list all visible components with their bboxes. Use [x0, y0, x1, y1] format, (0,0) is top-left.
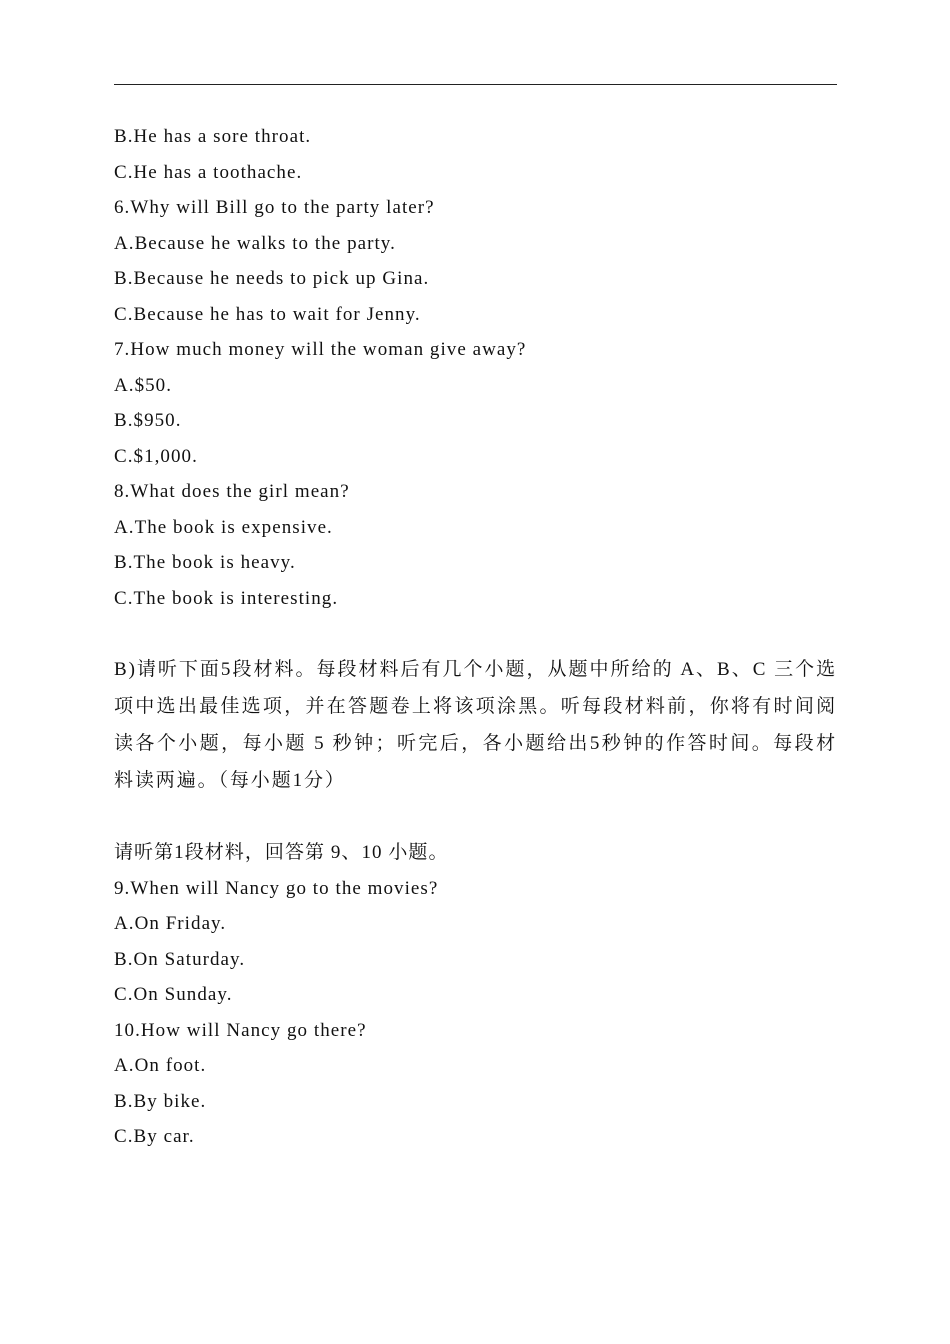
q10-option-c: C.By car.: [114, 1126, 195, 1147]
q6-option-c: C.Because he has to wait for Jenny.: [114, 303, 421, 325]
q6-question: 6.Why will Bill go to the party later?: [114, 197, 435, 218]
q9-option-b: B.On Saturday.: [114, 948, 246, 970]
part-b-instructions: B)请听下面5段材料。每段材料后有几个小题，从题中所给的 A、B、C 三个选项中选出最佳选项，并在答题卷上将该项涂黑。听每段材料前，你将有时间阅读各个小题，每小题 5 秒钟；听完后，各小题给出5秒钟的作答时间。每段材料读两遍。（每小题1分）: [114, 659, 837, 791]
q9-option-c: C.On Sunday.: [114, 984, 233, 1005]
q7-option-b: B.$950.: [114, 410, 182, 431]
header-rule: [114, 84, 837, 85]
q9-question: 9.When will Nancy go to the movies?: [114, 877, 439, 899]
q5-option-c: C.He has a toothache.: [114, 161, 303, 183]
q10-option-a: A.On foot.: [114, 1055, 207, 1076]
q7-option-a: A.$50.: [114, 374, 173, 396]
q9-option-a: A.On Friday.: [114, 913, 227, 934]
material-1-intro: 请听第1段材料，回答第 9、10 小题。: [114, 842, 449, 863]
q10-option-b: B.By bike.: [114, 1090, 207, 1112]
q6-option-b: B.Because he needs to pick up Gina.: [114, 268, 430, 289]
q8-option-c: C.The book is interesting.: [114, 587, 339, 609]
q6-option-a: A.Because he walks to the party.: [114, 232, 396, 254]
q8-option-b: B.The book is heavy.: [114, 552, 296, 573]
q5-option-b: B.He has a sore throat.: [114, 126, 312, 147]
q7-option-c: C.$1,000.: [114, 445, 198, 467]
section-gap: [114, 616, 837, 651]
q7-question: 7.How much money will the woman give away?: [114, 339, 527, 360]
section-gap: [114, 799, 837, 835]
q8-question: 8.What does the girl mean?: [114, 481, 350, 502]
q8-option-a: A.The book is expensive.: [114, 516, 333, 538]
q10-question: 10.How will Nancy go there?: [114, 1019, 367, 1041]
page-content: [114, 119, 837, 1155]
